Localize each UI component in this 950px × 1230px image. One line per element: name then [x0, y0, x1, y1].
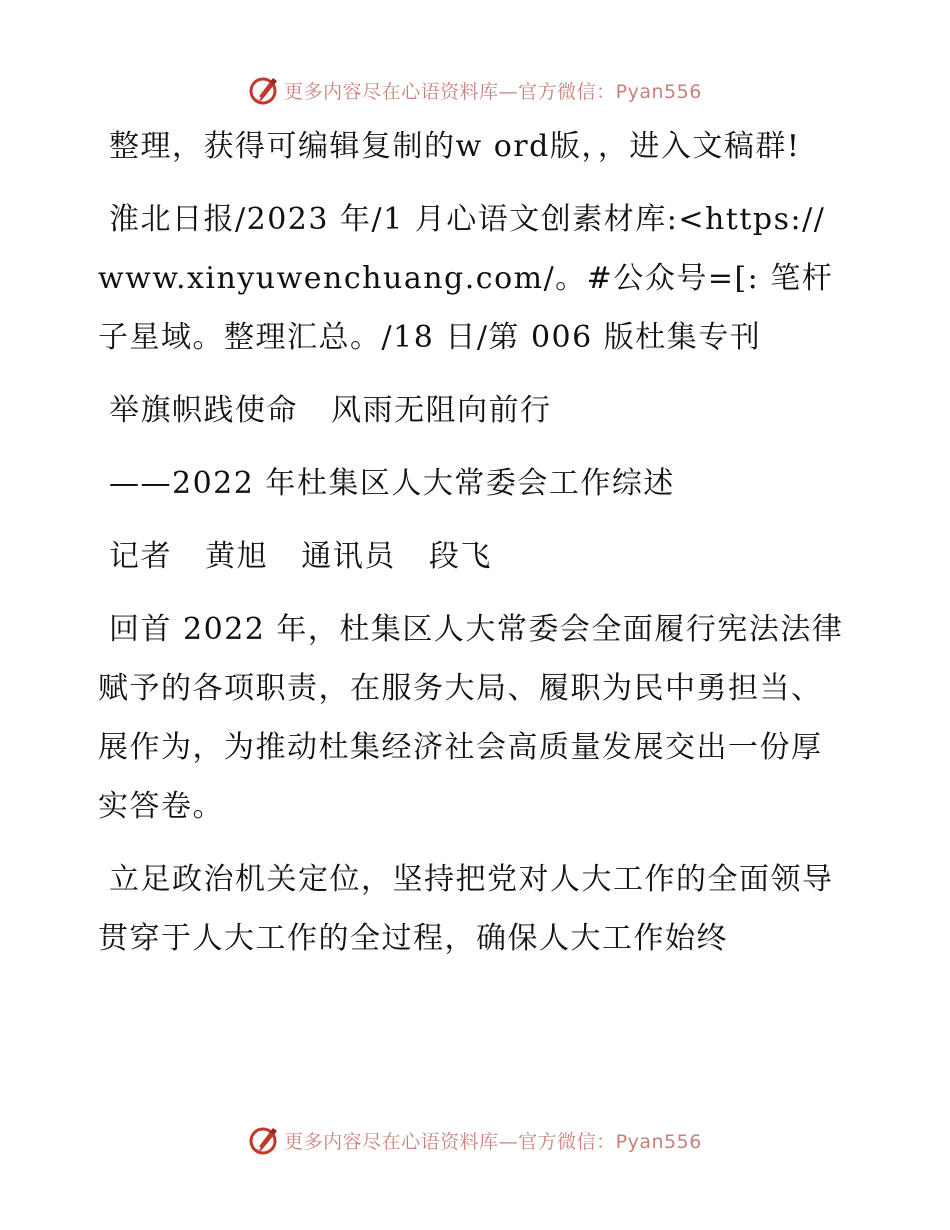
footer-banner	[0, 1120, 950, 1160]
header-banner	[0, 70, 950, 110]
banner-text: 更多内容尽在心语资料库—官方微信：Pyan556	[284, 80, 702, 103]
source-paragraph: 淮北日报/2023 年/1 月心语文创素材库:<https://www.xinyuwenchuang.com/。#公众号=[: 笔杆子星域。整理汇总。/18 日/第 006 版杜集专刊	[98, 202, 834, 355]
document-body	[98, 117, 850, 982]
article-subtitle: ——2022 年杜集区人大常委会工作综述	[109, 466, 675, 501]
pen-logo-icon	[248, 74, 280, 106]
pen-logo-icon	[248, 1124, 280, 1156]
banner-text: 更多内容尽在心语资料库—官方微信：Pyan556	[284, 1130, 702, 1153]
body-paragraph-1: 回首 2022 年，杜集区人大常委会全面履行宪法法律赋予的各项职责，在服务大局、履职为民中勇担当、展作为，为推动杜集经济社会高质量发展交出一份厚实答卷。	[98, 612, 844, 824]
intro-paragraph: 整理，获得可编辑复制的w ord版，，进入文稿群!	[109, 129, 801, 164]
wechat-id: Pyan556	[615, 1130, 702, 1153]
body-paragraph-2: 立足政治机关定位，坚持把党对人大工作的全面领导贯穿于人大工作的全过程，确保人大工作始终	[98, 862, 834, 956]
byline: 记者 黄旭 通讯员 段飞	[109, 539, 492, 574]
wechat-id: Pyan556	[615, 80, 702, 103]
article-title: 举旗帜践使命 风雨无阻向前行	[109, 393, 552, 428]
